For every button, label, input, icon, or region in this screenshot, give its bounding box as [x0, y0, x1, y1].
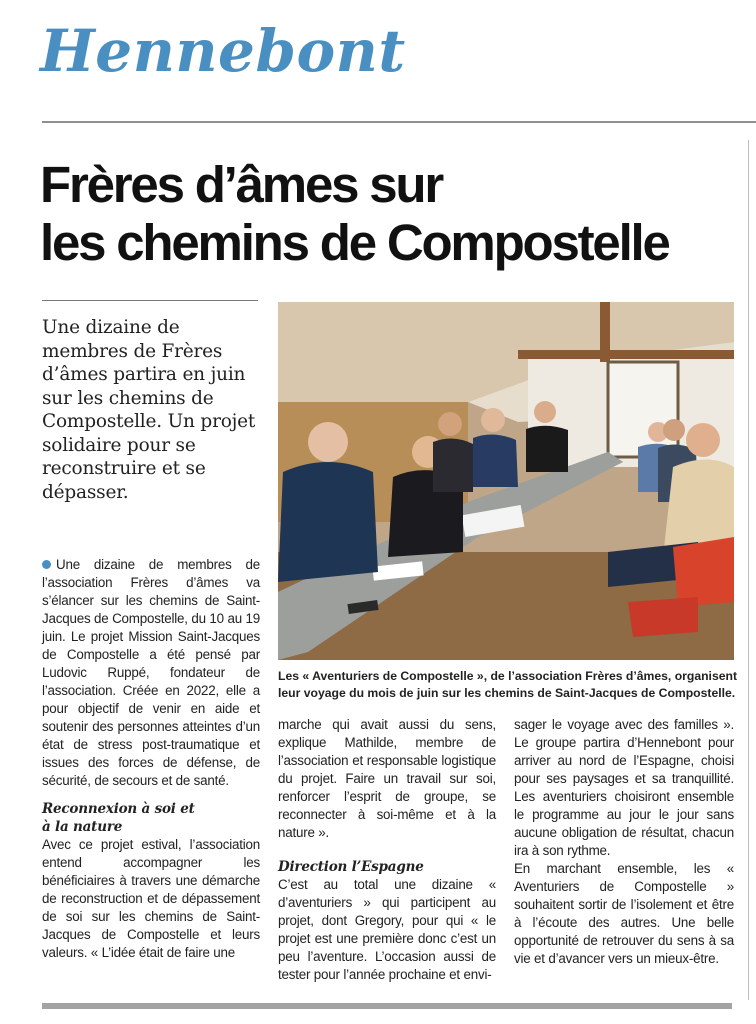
headline [40, 156, 750, 272]
paragraph-2-continued: marche qui avait aussi du sens, explique Mathilde, membre de l’association et responsable logistique du projet. Faire un travail sur soi, renforcer l’esprit de groupe, se reconnecter à soi-même et à la nature ». [278, 717, 496, 840]
paragraph-3-continued: sager le voyage avec des familles ». Le groupe partira d’Hennebont pour arriver au nord de l’Espagne, choisi pour ses paysages et sa tranquillité. Les aventuriers choisiront ensemble le programme au jour le jour sans aucune obligation de résultat, chacun ira à son rythme. [514, 717, 734, 858]
paragraph-3: C’est au total une dizaine « d’aventuriers » qui participent au projet, dont Gregory, pour qui « le projet est une première donc c’est un peu l’aventure. L’occasion aussi de tester pour l’année prochaine et envi- [278, 877, 496, 982]
chapo: Une dizaine de membres de Frères d’âmes partira en juin sur les chemins de Compostelle. Un projet solidaire pour se reconstruire et se dépasser. [42, 317, 256, 503]
group-photo [278, 302, 734, 660]
paragraph-2: Avec ce projet estival, l’association entend accompagner les bénéficiaires à travers une démarche de reconstruction et de dépassement de soi sur les chemins de Saint-Jacques de Compostelle et leurs valeurs. « L’idée était de faire une [42, 837, 260, 960]
article-column-3 [514, 716, 734, 968]
caption-lead: Les « Aventuriers de Compostelle » [278, 669, 484, 683]
subhead-reconnexion: Reconnexion à soi et à la nature [42, 801, 195, 835]
section-title: Hennebont [40, 17, 406, 85]
paragraph-4: En marchant ensemble, les « Aventuriers de Compostelle » souhaitent sortir de l’isolement et être à l’écoute des autres. Une belle opportunité de retrouver du sens à sa vie et d’avancer vers un mieux-être. [514, 861, 734, 966]
article-column-1 [42, 556, 260, 962]
intro-paragraph [42, 556, 260, 790]
headline-line-2: les chemins de Compostelle [40, 214, 669, 271]
header-rule [42, 121, 756, 123]
subhead-direction: Direction l’Espagne [278, 859, 424, 875]
caption-rest: , de l’association Frères d’âmes, organisent leur voyage du mois de juin sur les chemins de Saint-Jacques de Compostelle. [278, 669, 738, 700]
footer-rule [42, 1003, 732, 1009]
photo-caption [278, 668, 738, 702]
intro-text: Une dizaine de membres de l’association Frères d’âmes va s’élancer sur les chemins de Saint-Jacques de Compostelle, du 10 au 19 juin. Le projet Mission Saint-Jacques de Compostelle a été pensé par Ludovic Ruppé, fondateur de l’association. Créée en 2022, elle a pour objectif de venir en aide et soutenir des personnes atteintes d’un état de stress post-traumatique et issues des forces de défense, de sécurité, de secours et de santé. [42, 557, 260, 788]
bullet-dot-icon [42, 560, 51, 569]
article-column-2 [278, 716, 496, 984]
chapo-rule [42, 300, 258, 301]
headline-line-1: Frères d’âmes sur [40, 156, 443, 213]
